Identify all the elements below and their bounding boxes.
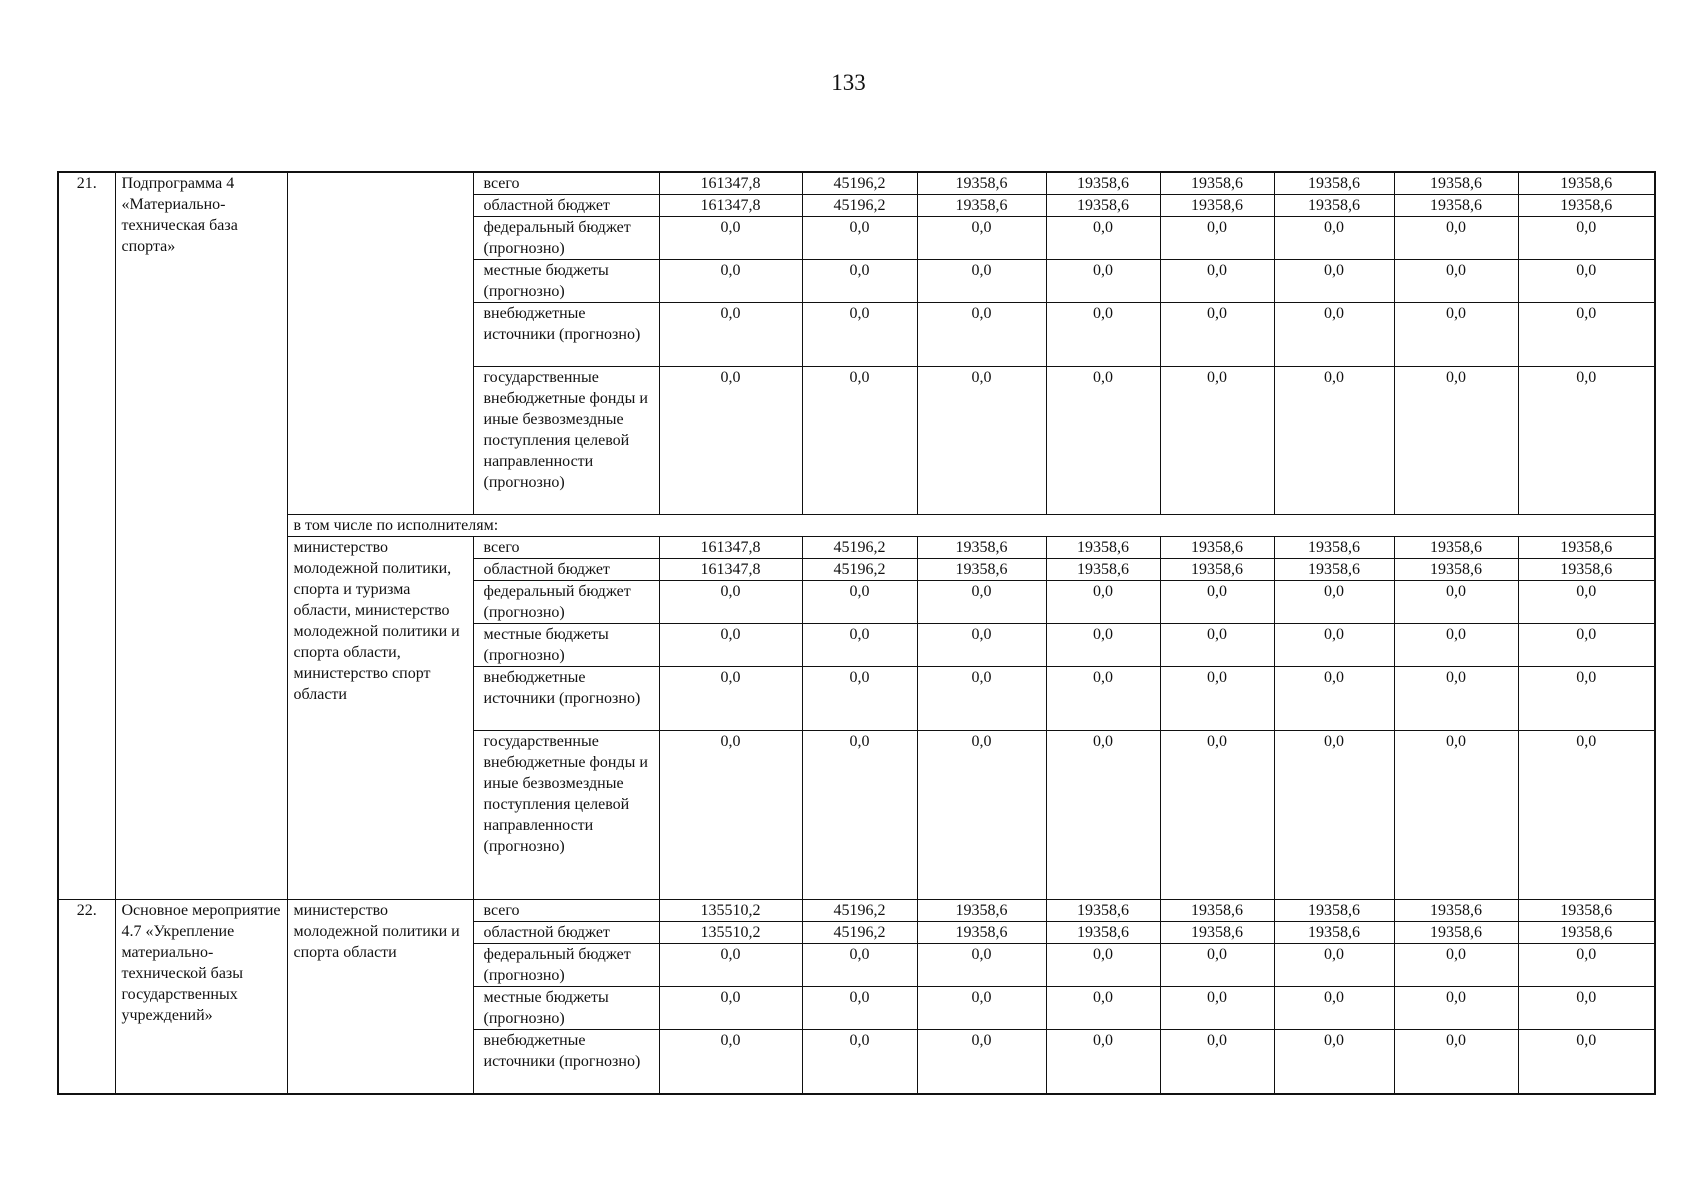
value-cell: 0,0 — [1518, 303, 1655, 367]
value-cell: 45196,2 — [802, 172, 917, 195]
program-name: Основное мероприятие 4.7 «Укрепление материально-технической базы государственных учреждений» — [115, 900, 287, 1094]
value-cell: 0,0 — [802, 987, 917, 1030]
value-cell: 19358,6 — [1274, 195, 1394, 217]
value-cell: 0,0 — [1274, 303, 1394, 367]
value-cell: 45196,2 — [802, 559, 917, 581]
value-cell: 19358,6 — [1160, 195, 1274, 217]
table-row — [58, 537, 1655, 559]
value-cell: 0,0 — [802, 624, 917, 667]
value-cell: 0,0 — [1518, 624, 1655, 667]
value-cell: 0,0 — [1046, 303, 1160, 367]
value-cell: 0,0 — [1394, 667, 1518, 731]
value-cell: 0,0 — [1518, 581, 1655, 624]
page-number: 133 — [831, 70, 866, 95]
funding-source: внебюджетные источники (прогнозно) — [473, 1030, 659, 1094]
funding-source: местные бюджеты (прогнозно) — [473, 987, 659, 1030]
value-cell: 19358,6 — [917, 172, 1046, 195]
value-cell: 0,0 — [659, 667, 802, 731]
value-cell: 0,0 — [917, 217, 1046, 260]
value-cell: 45196,2 — [802, 195, 917, 217]
value-cell: 0,0 — [1274, 944, 1394, 987]
value-cell: 0,0 — [659, 1030, 802, 1094]
value-cell: 0,0 — [1046, 731, 1160, 900]
value-cell: 0,0 — [1046, 1030, 1160, 1094]
value-cell: 0,0 — [1394, 303, 1518, 367]
value-cell: 19358,6 — [1160, 922, 1274, 944]
value-cell: 0,0 — [1518, 367, 1655, 515]
value-cell: 19358,6 — [1518, 922, 1655, 944]
value-cell: 45196,2 — [802, 922, 917, 944]
value-cell: 0,0 — [917, 731, 1046, 900]
value-cell: 0,0 — [1046, 944, 1160, 987]
value-cell: 135510,2 — [659, 900, 802, 922]
funding-source: государственные внебюджетные фонды и иные безвозмездные поступления целевой направленности (прогнозно) — [473, 367, 659, 515]
value-cell: 19358,6 — [1160, 559, 1274, 581]
value-cell: 19358,6 — [1274, 559, 1394, 581]
value-cell: 45196,2 — [802, 900, 917, 922]
value-cell: 0,0 — [1160, 367, 1274, 515]
value-cell: 161347,8 — [659, 559, 802, 581]
value-cell: 19358,6 — [1160, 900, 1274, 922]
value-cell: 0,0 — [1274, 1030, 1394, 1094]
value-cell: 0,0 — [917, 667, 1046, 731]
value-cell: 0,0 — [917, 303, 1046, 367]
value-cell: 0,0 — [1274, 581, 1394, 624]
value-cell: 0,0 — [1518, 260, 1655, 303]
value-cell: 0,0 — [1274, 987, 1394, 1030]
value-cell: 0,0 — [659, 260, 802, 303]
value-cell: 0,0 — [802, 731, 917, 900]
value-cell: 0,0 — [1160, 624, 1274, 667]
value-cell: 19358,6 — [1394, 172, 1518, 195]
value-cell: 0,0 — [917, 260, 1046, 303]
value-cell: 135510,2 — [659, 922, 802, 944]
funding-source: местные бюджеты (прогнозно) — [473, 624, 659, 667]
value-cell: 19358,6 — [1274, 922, 1394, 944]
value-cell: 0,0 — [1394, 624, 1518, 667]
funding-source: государственные внебюджетные фонды и иные безвозмездные поступления целевой направленности (прогнозно) — [473, 731, 659, 900]
value-cell: 0,0 — [659, 303, 802, 367]
table-row — [58, 900, 1655, 922]
value-cell: 19358,6 — [1394, 900, 1518, 922]
value-cell: 19358,6 — [1394, 537, 1518, 559]
value-cell: 0,0 — [802, 217, 917, 260]
value-cell: 0,0 — [659, 581, 802, 624]
value-cell: 19358,6 — [917, 900, 1046, 922]
value-cell: 0,0 — [1160, 987, 1274, 1030]
value-cell: 0,0 — [1046, 667, 1160, 731]
value-cell: 0,0 — [1046, 581, 1160, 624]
funding-source: областной бюджет — [473, 922, 659, 944]
value-cell: 0,0 — [659, 731, 802, 900]
value-cell: 0,0 — [1160, 581, 1274, 624]
table-row — [58, 515, 1655, 537]
value-cell: 19358,6 — [917, 537, 1046, 559]
table-row — [58, 172, 1655, 195]
row-number: 21. — [58, 172, 115, 900]
funding-source: местные бюджеты (прогнозно) — [473, 260, 659, 303]
value-cell: 0,0 — [1046, 624, 1160, 667]
value-cell: 19358,6 — [1518, 537, 1655, 559]
value-cell: 45196,2 — [802, 537, 917, 559]
value-cell: 19358,6 — [1160, 537, 1274, 559]
value-cell: 19358,6 — [1046, 559, 1160, 581]
value-cell: 19358,6 — [917, 559, 1046, 581]
value-cell: 0,0 — [1046, 367, 1160, 515]
value-cell: 0,0 — [1046, 260, 1160, 303]
value-cell: 19358,6 — [1518, 195, 1655, 217]
funding-source: федеральный бюджет (прогнозно) — [473, 944, 659, 987]
funding-source: всего — [473, 900, 659, 922]
value-cell: 0,0 — [1274, 367, 1394, 515]
value-cell: 0,0 — [1518, 987, 1655, 1030]
value-cell: 0,0 — [1274, 217, 1394, 260]
value-cell: 19358,6 — [1046, 195, 1160, 217]
value-cell: 0,0 — [1274, 260, 1394, 303]
value-cell: 0,0 — [1518, 1030, 1655, 1094]
value-cell: 0,0 — [1394, 260, 1518, 303]
value-cell: 0,0 — [1274, 667, 1394, 731]
value-cell: 19358,6 — [1046, 922, 1160, 944]
value-cell: 0,0 — [1394, 944, 1518, 987]
value-cell: 0,0 — [917, 624, 1046, 667]
value-cell: 19358,6 — [1394, 195, 1518, 217]
value-cell: 19358,6 — [1160, 172, 1274, 195]
value-cell: 19358,6 — [1274, 172, 1394, 195]
executor-cell: министерство молодежной политики и спорта области — [287, 900, 473, 1094]
value-cell: 0,0 — [1160, 944, 1274, 987]
value-cell: 19358,6 — [1046, 537, 1160, 559]
value-cell: 0,0 — [1394, 1030, 1518, 1094]
value-cell: 0,0 — [659, 367, 802, 515]
value-cell: 0,0 — [1046, 217, 1160, 260]
row-number: 22. — [58, 900, 115, 1094]
value-cell: 0,0 — [1394, 217, 1518, 260]
value-cell: 0,0 — [802, 581, 917, 624]
value-cell: 19358,6 — [1274, 537, 1394, 559]
value-cell: 0,0 — [1160, 667, 1274, 731]
value-cell: 0,0 — [1160, 1030, 1274, 1094]
value-cell: 0,0 — [802, 367, 917, 515]
executor-cell — [287, 172, 473, 515]
value-cell: 0,0 — [802, 944, 917, 987]
value-cell: 0,0 — [1160, 731, 1274, 900]
funding-source: внебюджетные источники (прогнозно) — [473, 303, 659, 367]
value-cell: 0,0 — [1160, 303, 1274, 367]
value-cell: 0,0 — [659, 987, 802, 1030]
funding-source: областной бюджет — [473, 195, 659, 217]
funding-source: федеральный бюджет (прогнозно) — [473, 581, 659, 624]
value-cell: 0,0 — [1274, 731, 1394, 900]
value-cell: 161347,8 — [659, 537, 802, 559]
value-cell: 0,0 — [802, 303, 917, 367]
value-cell: 0,0 — [659, 217, 802, 260]
funding-source: областной бюджет — [473, 559, 659, 581]
funding-source: всего — [473, 537, 659, 559]
value-cell: 0,0 — [1394, 367, 1518, 515]
executor-cell: министерство молодежной политики, спорта и туризма области, министерство молодежной политики и спорта области, министерство спорт области — [287, 537, 473, 900]
value-cell: 0,0 — [917, 1030, 1046, 1094]
value-cell: 0,0 — [1160, 217, 1274, 260]
value-cell: 0,0 — [1046, 987, 1160, 1030]
value-cell: 0,0 — [659, 624, 802, 667]
value-cell: 0,0 — [1518, 667, 1655, 731]
value-cell: 19358,6 — [1518, 559, 1655, 581]
funding-source: всего — [473, 172, 659, 195]
value-cell: 19358,6 — [1046, 900, 1160, 922]
funding-source: федеральный бюджет (прогнозно) — [473, 217, 659, 260]
value-cell: 0,0 — [1160, 260, 1274, 303]
value-cell: 0,0 — [1394, 581, 1518, 624]
value-cell: 0,0 — [917, 367, 1046, 515]
value-cell: 0,0 — [1274, 624, 1394, 667]
value-cell: 19358,6 — [1046, 172, 1160, 195]
value-cell: 19358,6 — [1394, 922, 1518, 944]
executors-heading: в том числе по исполнителям: — [287, 515, 1655, 537]
value-cell: 0,0 — [917, 987, 1046, 1030]
value-cell: 0,0 — [917, 581, 1046, 624]
value-cell: 0,0 — [802, 1030, 917, 1094]
program-name: Подпрограмма 4 «Материально-техническая база спорта» — [115, 172, 287, 900]
value-cell: 161347,8 — [659, 172, 802, 195]
value-cell: 0,0 — [659, 944, 802, 987]
value-cell: 0,0 — [917, 944, 1046, 987]
value-cell: 161347,8 — [659, 195, 802, 217]
value-cell: 0,0 — [1394, 731, 1518, 900]
value-cell: 0,0 — [1518, 731, 1655, 900]
value-cell: 0,0 — [1518, 217, 1655, 260]
value-cell: 0,0 — [802, 260, 917, 303]
value-cell: 0,0 — [1394, 987, 1518, 1030]
value-cell: 19358,6 — [1518, 900, 1655, 922]
value-cell: 19358,6 — [917, 922, 1046, 944]
value-cell: 19358,6 — [1518, 172, 1655, 195]
value-cell: 0,0 — [802, 667, 917, 731]
value-cell: 19358,6 — [1394, 559, 1518, 581]
funding-table — [57, 171, 1656, 1095]
value-cell: 0,0 — [1518, 944, 1655, 987]
funding-source: внебюджетные источники (прогнозно) — [473, 667, 659, 731]
value-cell: 19358,6 — [1274, 900, 1394, 922]
value-cell: 19358,6 — [917, 195, 1046, 217]
